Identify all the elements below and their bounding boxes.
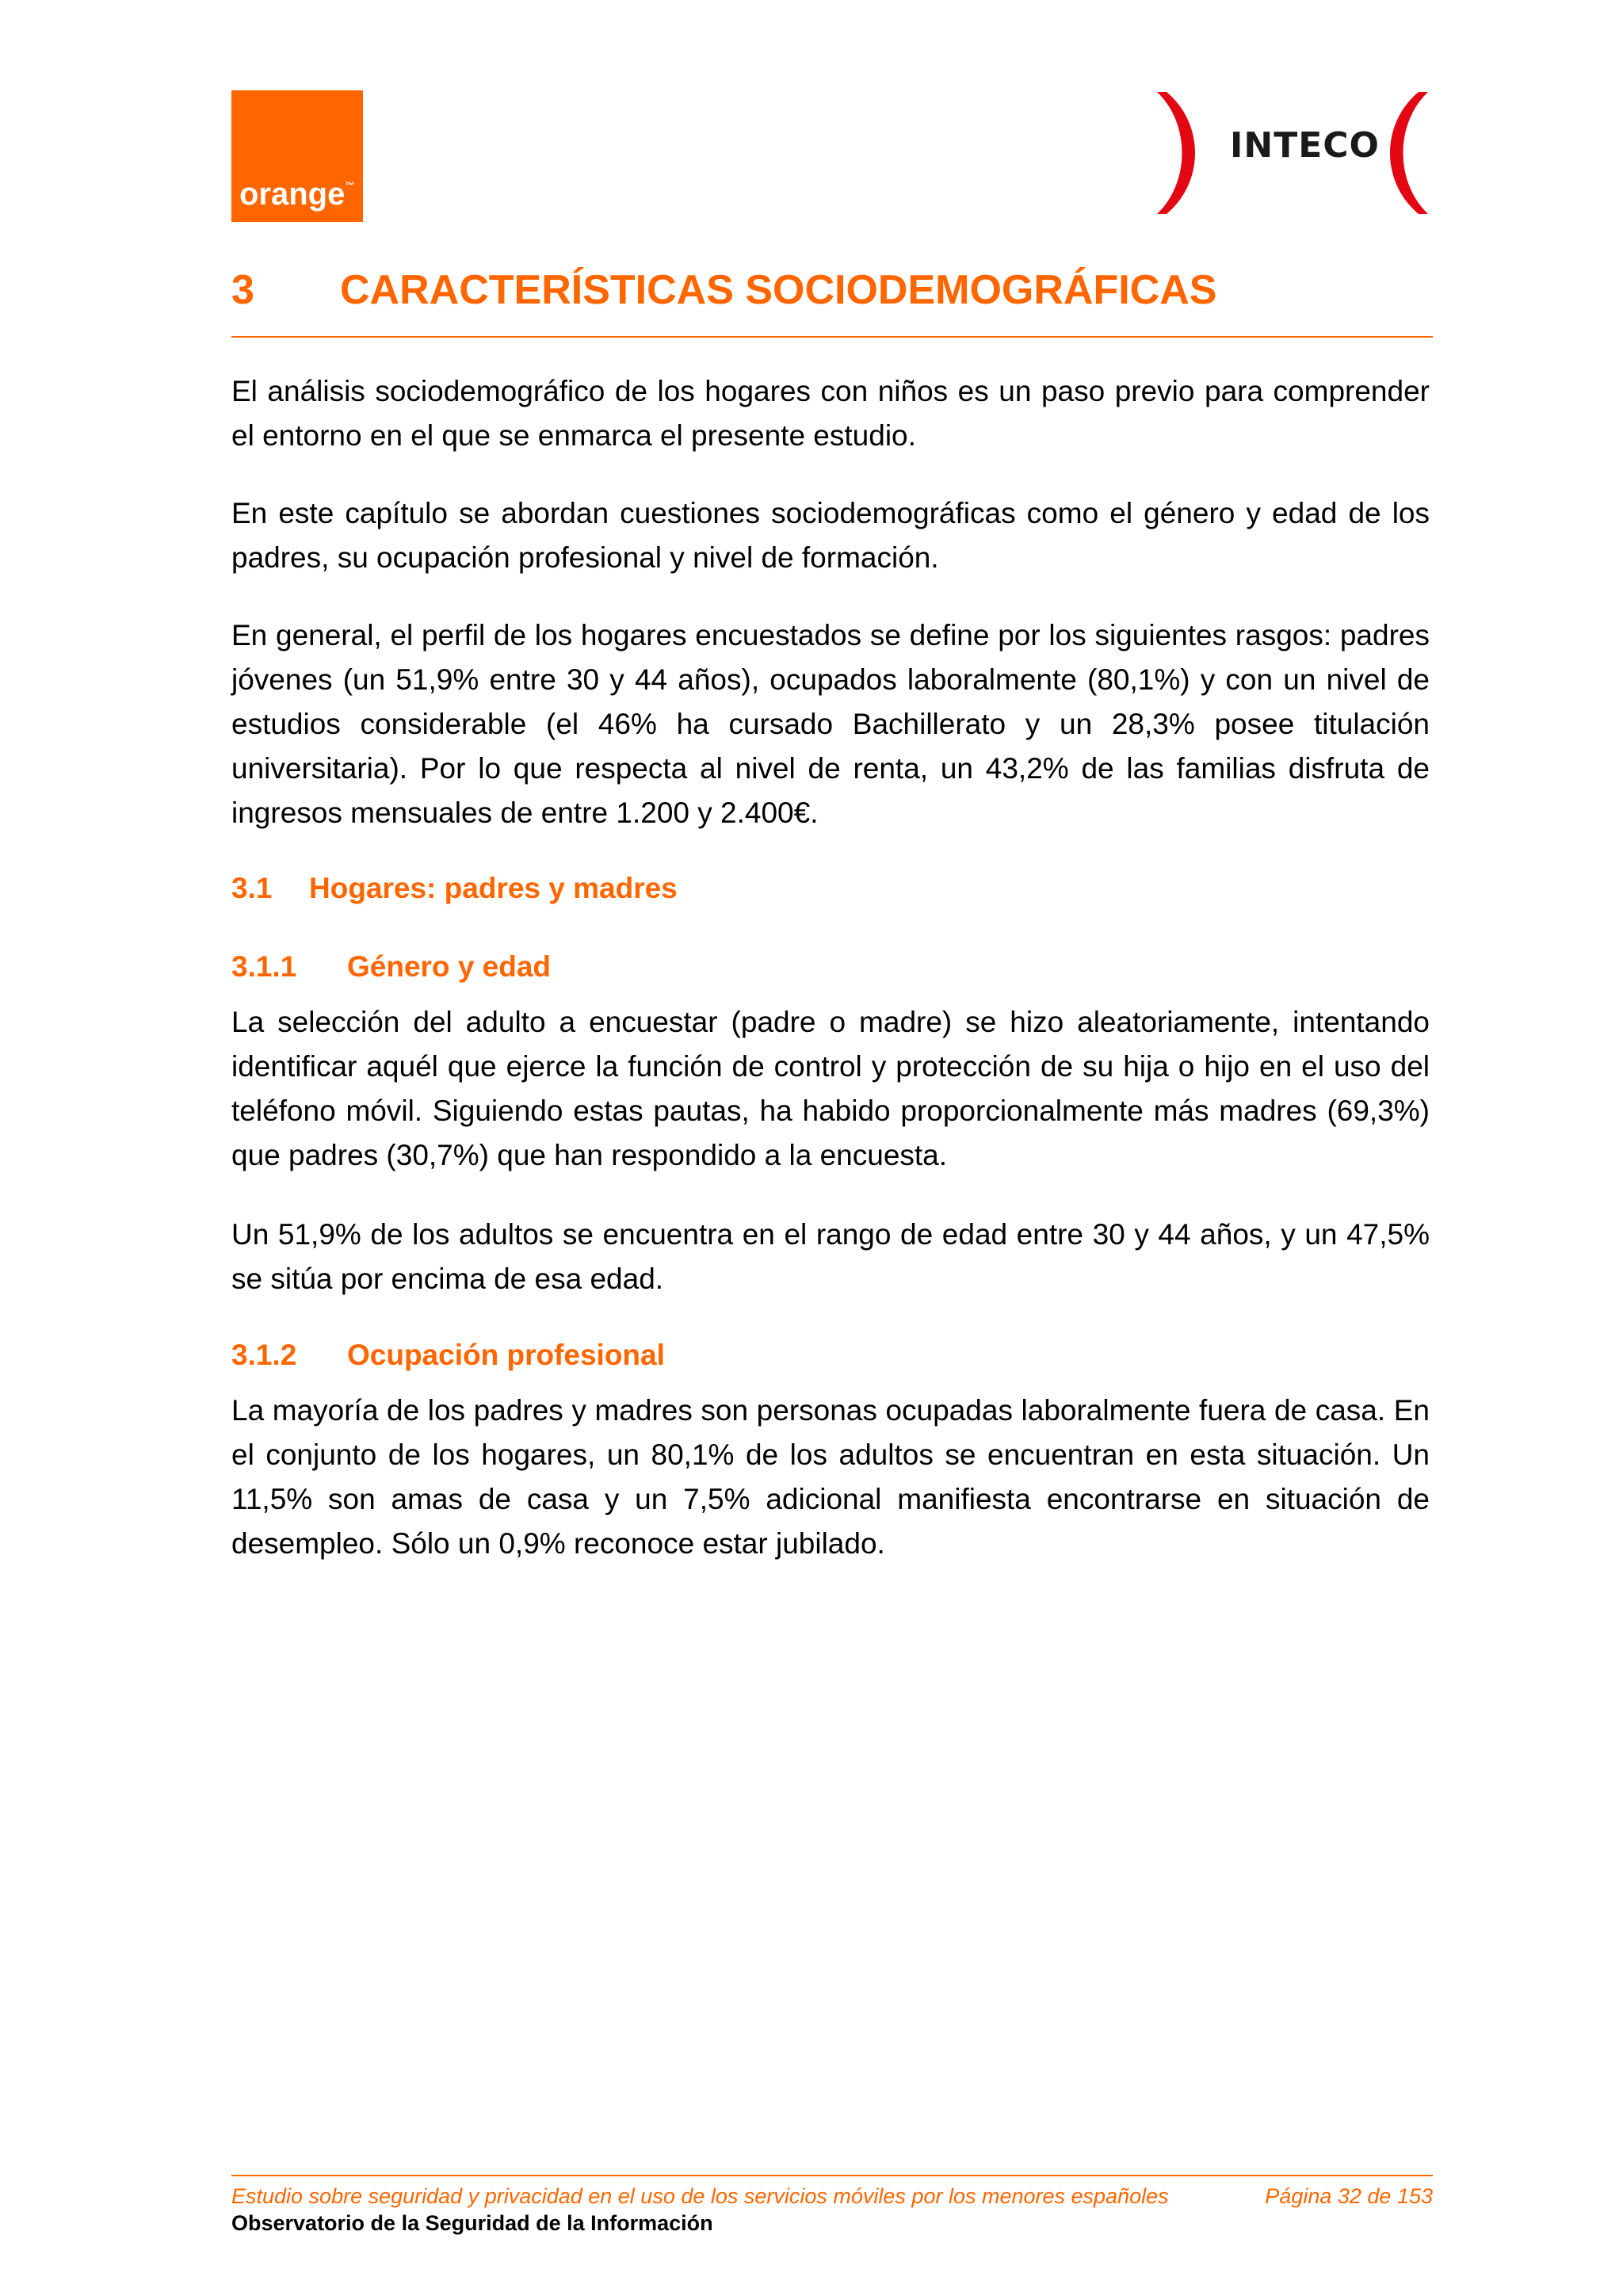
chapter-number: 3: [231, 267, 254, 313]
footer-study-title: Estudio sobre seguridad y privacidad en el uso de los servicios móviles por los menores españoles: [231, 2184, 1169, 2208]
section-title: Hogares: padres y madres: [309, 872, 678, 904]
footer-organization: Observatorio de la Seguridad de la Información: [231, 2211, 713, 2235]
chapter-heading: [231, 266, 1433, 338]
genero-paragraph-2: Un 51,9% de los adultos se encuentra en el rango de edad entre 30 y 44 años, y un 47,5% se sitúa por encima de esa edad.: [231, 1218, 1430, 1295]
section-heading-3-1: [231, 872, 678, 905]
intro-paragraph-2: En este capítulo se abordan cuestiones sociodemográficas como el género y edad de los padres, su ocupación profesional y nivel de formación.: [231, 497, 1430, 574]
subsection-heading-3-1-1: [231, 950, 551, 984]
subsection-number: 3.1.2: [231, 1339, 297, 1371]
orange-logo-word: orange: [239, 177, 346, 212]
genero-paragraph-1: La selección del adulto a encuestar (padre o madre) se hizo aleatoriamente, intentando identificar aquél que ejerce la función de control y protección de su hija o hijo en el uso del teléfono móvil. Siguiendo estas pautas, ha habido proporcionalmente más madres (69,3%) que padres (30,7%) que han respondido a la encuesta.: [231, 1006, 1430, 1171]
ocupacion-paragraph-1: La mayoría de los padres y madres son personas ocupadas laboralmente fuera de casa. En el conjunto de los hogares, un 80,1% de los adultos se encuentran en esta situación. Un 11,5% son amas de casa y un 7,5% adicional manifiesta encontrarse en situación de desempleo. Sólo un 0,9% reconoce estar jubilado.: [231, 1394, 1430, 1560]
orange-logo-tm: ™: [345, 180, 355, 191]
chapter-title: CARACTERÍSTICAS SOCIODEMOGRÁFICAS: [340, 267, 1217, 313]
orange-logo-text: [239, 177, 354, 212]
section-number: 3.1: [231, 872, 273, 904]
intro-paragraph-3: En general, el perfil de los hogares encuestados se define por los siguientes rasgos: padres jóvenes (un 51,9% entre 30 y 44 años), ocupados laboralmente (80,1%) y con un nivel de estudios considerable (el 46% ha cursado Bachillerato y un 28,3% posee titulación universitaria). Por lo que respecta al nivel de renta, un 43,2% de las familias disfruta de ingresos mensuales de entre 1.200 y 2.400€.: [231, 619, 1430, 829]
intro-paragraph-1: El análisis sociodemográfico de los hogares con niños es un paso previo para comprender el entorno en el que se enmarca el presente estudio.: [231, 375, 1430, 452]
footer-divider: [231, 2175, 1433, 2176]
footer-page-number: Página 32 de 153: [1265, 2184, 1433, 2208]
subsection-title: Género y edad: [347, 950, 552, 983]
inteco-logo-text: INTECO: [1230, 125, 1380, 166]
subsection-number: 3.1.1: [231, 950, 297, 983]
subsection-title: Ocupación profesional: [347, 1339, 665, 1371]
orange-logo: [231, 90, 363, 222]
inteco-logo: [1149, 86, 1434, 220]
subsection-heading-3-1-2: [231, 1339, 665, 1372]
